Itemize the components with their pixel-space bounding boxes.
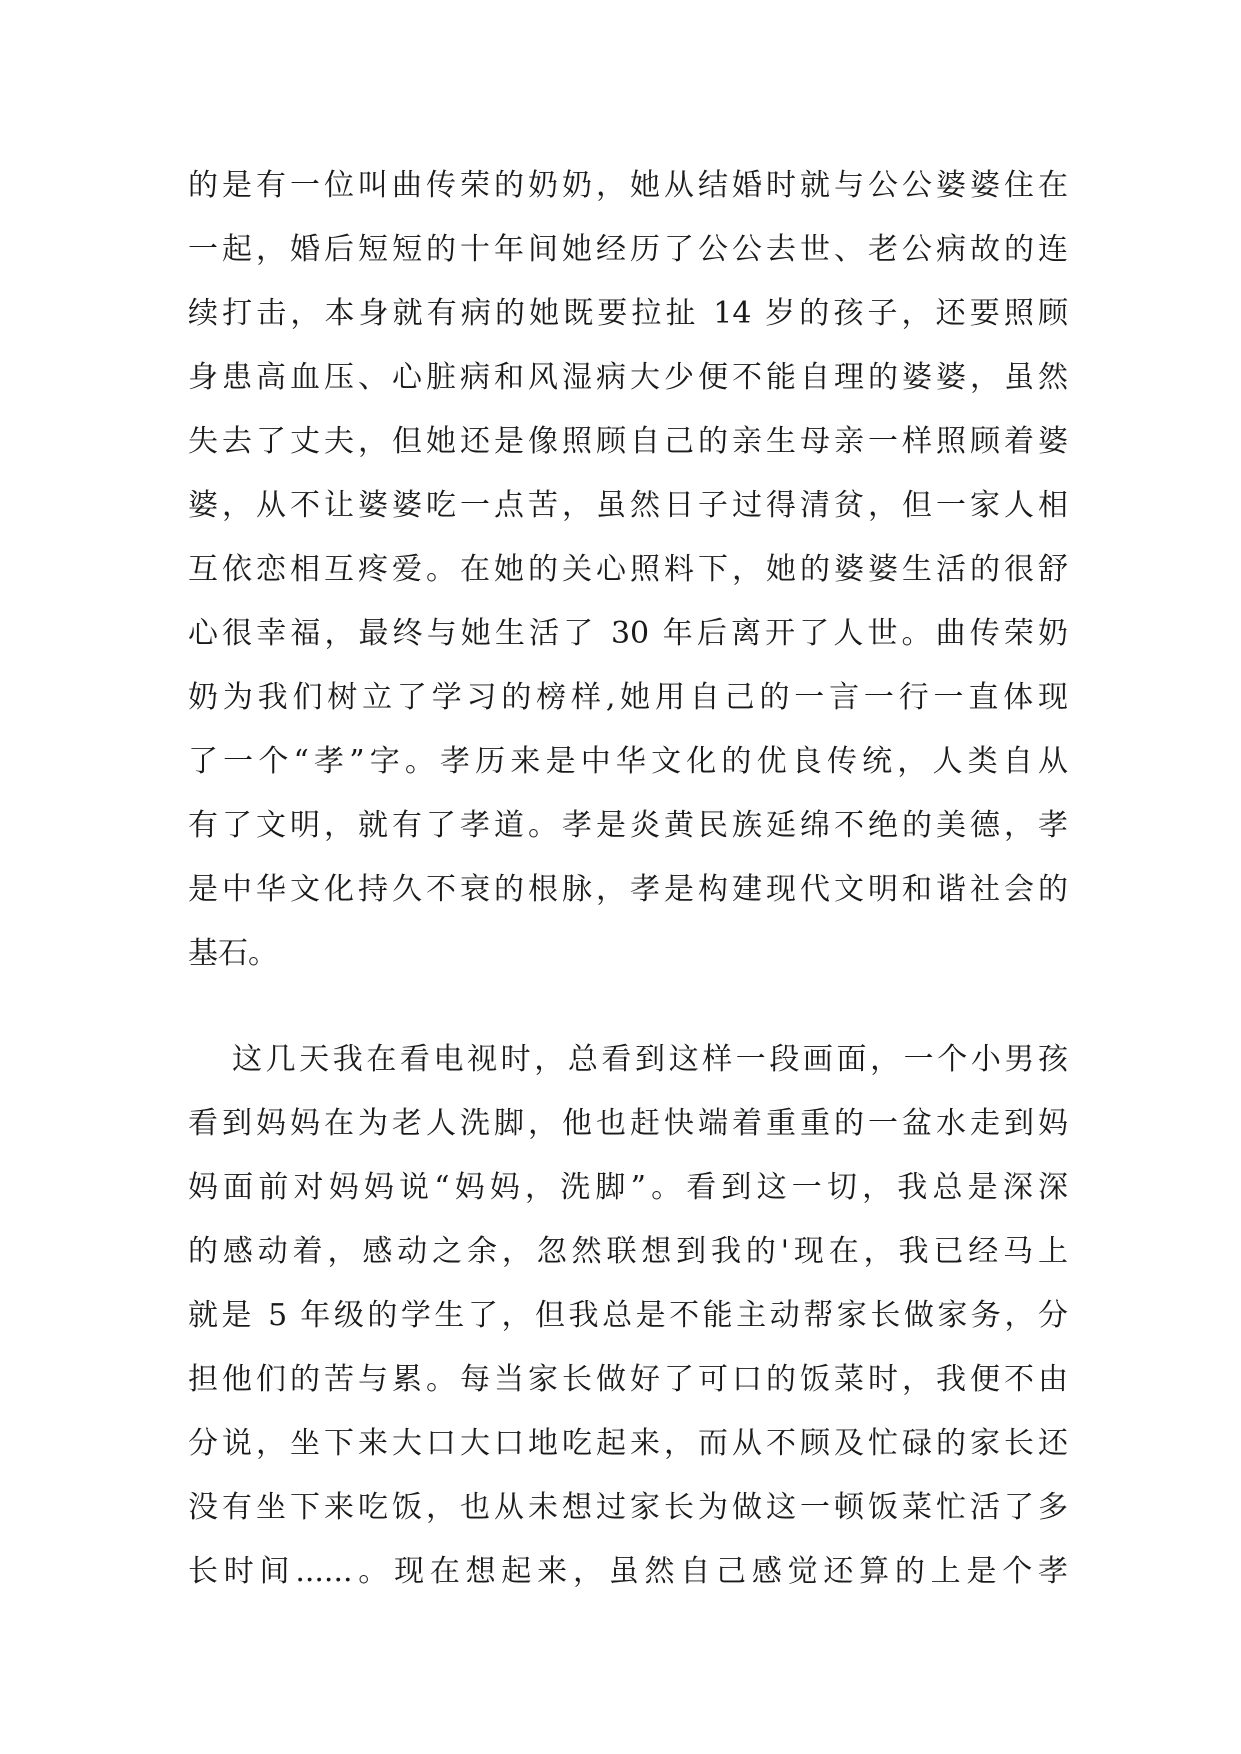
text-line: 是中华文化持久不衰的根脉，孝是构建现代文明和谐社会的 <box>188 872 1068 907</box>
paragraph-two <box>188 1028 1068 1604</box>
text-line: 妈面前对妈妈说“妈妈，洗脚”。看到这一切，我总是深深 <box>188 1170 1068 1205</box>
text-line: 心很幸福，最终与她生活了 30 年后离开了人世。曲传荣奶 <box>188 616 1068 651</box>
text-line: 的是有一位叫曲传荣的奶奶，她从结婚时就与公公婆婆住在 <box>188 168 1068 203</box>
paragraph-one <box>188 154 1068 986</box>
text-line: 身患高血压、心脏病和风湿病大少便不能自理的婆婆，虽然 <box>188 360 1068 395</box>
text-line: 这几天我在看电视时，总看到这样一段画面，一个小男孩 <box>232 1042 1068 1077</box>
text-line: 看到妈妈在为老人洗脚，他也赶快端着重重的一盆水走到妈 <box>188 1106 1068 1141</box>
text-line: 的感动着，感动之余，忽然联想到我的'现在，我已经马上 <box>188 1234 1068 1269</box>
text-line: 分说，坐下来大口大口地吃起来，而从不顾及忙碌的家长还 <box>188 1426 1068 1461</box>
text-line: 婆，从不让婆婆吃一点苦，虽然日子过得清贫，但一家人相 <box>188 488 1068 523</box>
text-line: 有了文明，就有了孝道。孝是炎黄民族延绵不绝的美德，孝 <box>188 808 1068 843</box>
text-line: 失去了丈夫，但她还是像照顾自己的亲生母亲一样照顾着婆 <box>188 424 1068 459</box>
text-line: 基石。 <box>188 936 278 971</box>
text-line: 就是 5 年级的学生了，但我总是不能主动帮家长做家务，分 <box>188 1298 1068 1333</box>
text-line: 了一个“孝”字。孝历来是中华文化的优良传统，人类自从 <box>188 744 1068 779</box>
text-line: 续打击，本身就有病的她既要拉扯 14 岁的孩子，还要照顾 <box>188 296 1068 331</box>
text-line: 一起，婚后短短的十年间她经历了公公去世、老公病故的连 <box>188 232 1068 267</box>
text-line: 没有坐下来吃饭，也从未想过家长为做这一顿饭菜忙活了多 <box>188 1490 1068 1525</box>
text-line: 长时间......。现在想起来，虽然自己感觉还算的上是个孝 <box>188 1554 1068 1589</box>
text-line: 互依恋相互疼爱。在她的关心照料下，她的婆婆生活的很舒 <box>188 552 1068 587</box>
text-line: 担他们的苦与累。每当家长做好了可口的饭菜时，我便不由 <box>188 1362 1068 1397</box>
text-line: 奶为我们树立了学习的榜样,她用自己的一言一行一直体现 <box>188 680 1068 715</box>
